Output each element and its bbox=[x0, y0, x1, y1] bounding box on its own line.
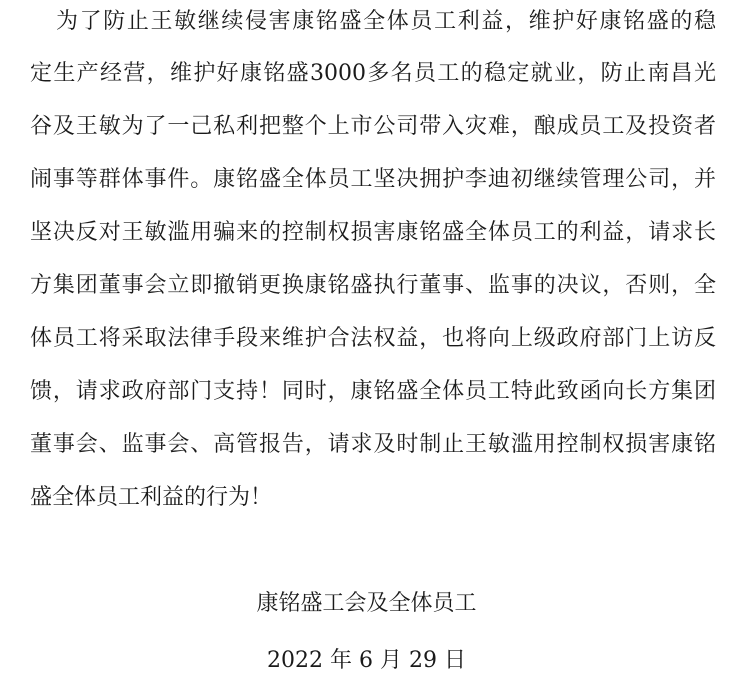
body-line-4: 闹事等群体事件。康铭盛全体员工坚决拥护李迪初继续管理公司，并 bbox=[30, 167, 716, 192]
body-line-9: 董事会、监事会、高管报告，请求及时制止王敏滥用控制权损害康铭 bbox=[30, 432, 716, 457]
body-line-8: 馈，请求政府部门支持！同时，康铭盛全体员工特此致函向长方集团 bbox=[30, 379, 716, 404]
body-line-7: 体员工将采取法律手段来维护合法权益，也将向上级政府部门上访反 bbox=[30, 326, 716, 351]
body-line-10: 盛全体员工利益的行为！ bbox=[30, 485, 273, 510]
signature-date: 2022 年 6 月 29 日 bbox=[267, 648, 466, 673]
signature-organization: 康铭盛工会及全体员工 bbox=[256, 591, 477, 616]
body-line-3: 谷及王敏为了一己私利把整个上市公司带入灾难，酿成员工及投资者 bbox=[30, 114, 716, 139]
body-line-6: 方集团董事会立即撤销更换康铭盛执行董事、监事的决议，否则，全 bbox=[30, 273, 716, 298]
body-line-1: 为了防止王敏继续侵害康铭盛全体员工利益，维护好康铭盛的稳 bbox=[56, 9, 716, 34]
body-line-2: 定生产经营，维护好康铭盛3000多名员工的稳定就业，防止南昌光 bbox=[30, 61, 716, 86]
body-line-5: 坚决反对王敏滥用骗来的控制权损害康铭盛全体员工的利益，请求长 bbox=[30, 220, 716, 245]
